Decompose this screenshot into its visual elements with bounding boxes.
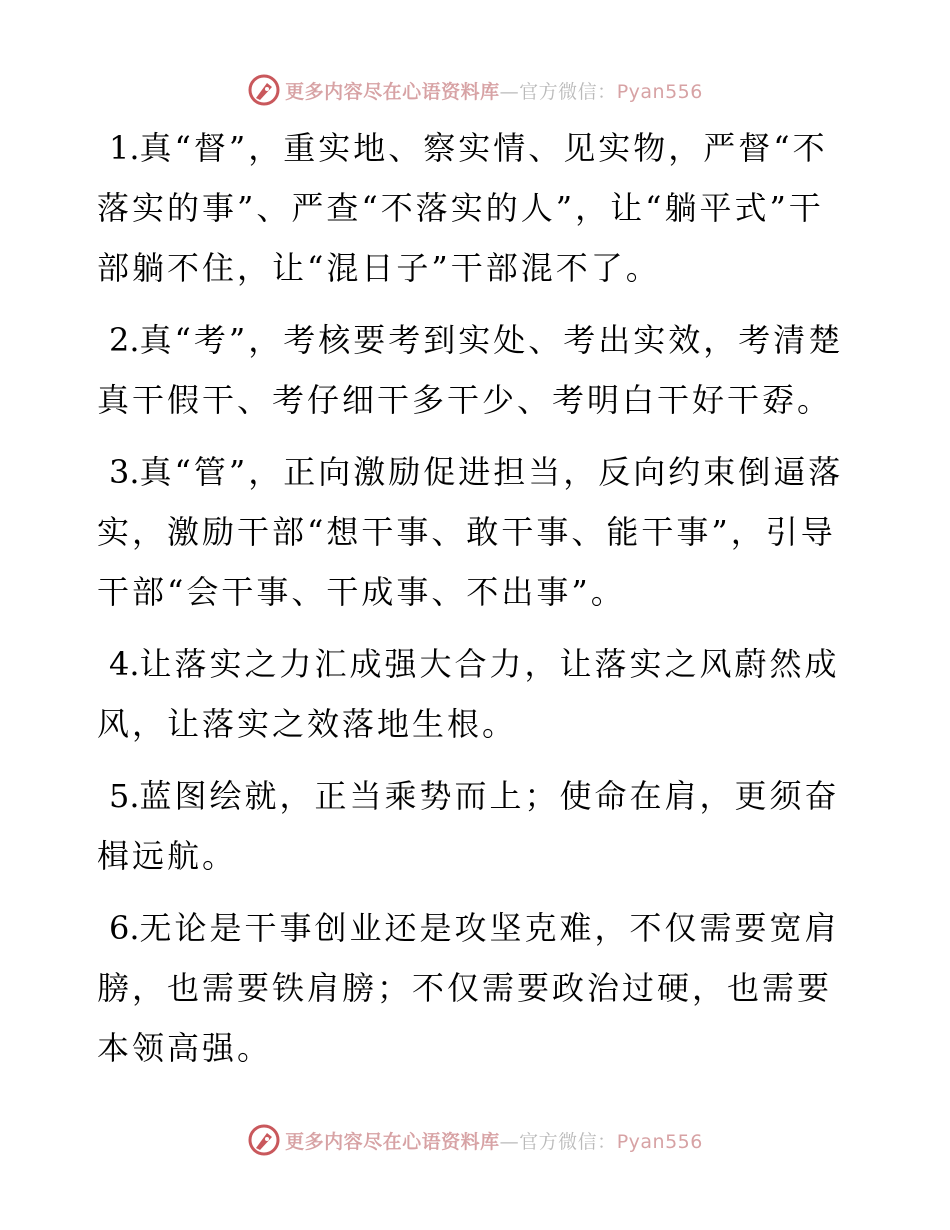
header-watermark bbox=[0, 70, 950, 110]
pen-nib-logo-icon bbox=[247, 1123, 281, 1157]
item-text: 蓝图绘就，正当乘势而上；使命在肩，更须奋楫远航。 bbox=[97, 777, 840, 875]
item-text: 真“考”，考核要考到实处、考出实效，考清楚真干假干、考仔细干多干少、考明白干好干孬。 bbox=[97, 321, 844, 419]
list-item bbox=[97, 310, 857, 430]
watermark-text bbox=[285, 77, 703, 104]
list-item bbox=[97, 766, 857, 886]
item-text: 真“督”，重实地、察实情、见实物，严督“不落实的事”、严查“不落实的人”，让“躺平式”干部躺不住，让“混日子”干部混不了。 bbox=[97, 129, 828, 287]
item-number: 5. bbox=[109, 777, 140, 815]
item-text: 真“管”，正向激励促进担当，反向约束倒逼落实，激励干部“想干事、敢干事、能干事”，引导干部“会干事、干成事、不出事”。 bbox=[97, 453, 844, 611]
pen-nib-logo-icon bbox=[247, 73, 281, 107]
item-number: 1. bbox=[109, 129, 140, 167]
watermark-main: 更多内容尽在心语资料库 bbox=[285, 1130, 500, 1153]
watermark-id: Pyan556 bbox=[616, 1130, 703, 1153]
item-number: 4. bbox=[109, 645, 140, 683]
watermark-official: —官方微信： bbox=[499, 1130, 617, 1153]
list-item bbox=[97, 898, 857, 1078]
list-item bbox=[97, 442, 857, 622]
list-item bbox=[97, 634, 857, 754]
watermark-main: 更多内容尽在心语资料库 bbox=[285, 80, 500, 103]
watermark-id: Pyan556 bbox=[616, 80, 703, 103]
watermark-official: —官方微信： bbox=[499, 80, 617, 103]
list-item bbox=[97, 118, 857, 298]
item-number: 3. bbox=[109, 453, 140, 491]
document-body bbox=[97, 118, 857, 1090]
item-text: 无论是干事创业还是攻坚克难，不仅需要宽肩膀，也需要铁肩膀；不仅需要政治过硬，也需要本领高强。 bbox=[97, 909, 840, 1067]
footer-watermark bbox=[0, 1120, 950, 1160]
item-text: 让落实之力汇成强大合力，让落实之风蔚然成风，让落实之效落地生根。 bbox=[97, 645, 840, 743]
item-number: 2. bbox=[109, 321, 140, 359]
item-number: 6. bbox=[109, 909, 140, 947]
watermark-text bbox=[285, 1127, 703, 1154]
